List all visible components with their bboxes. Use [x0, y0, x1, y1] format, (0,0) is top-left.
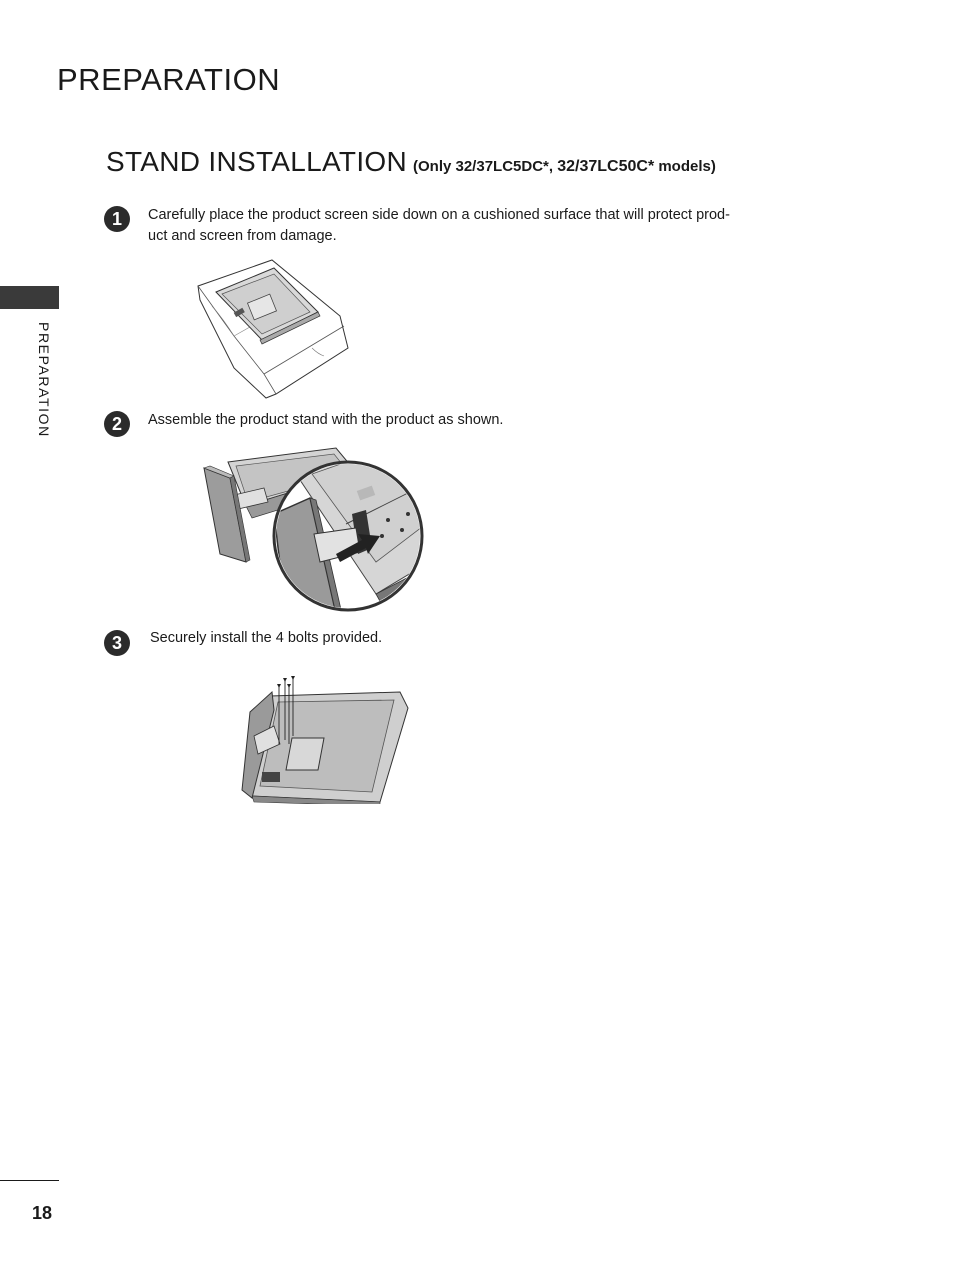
step-1-number: 1 [104, 206, 130, 232]
model-note-open: (Only 32/37LC5DC*, [413, 158, 558, 175]
step-2-illustration [186, 444, 426, 612]
page-title: PREPARATION [57, 62, 281, 97]
step-1-text-line-2: uct and screen from damage. [148, 228, 337, 244]
model-note-close: models) [654, 158, 716, 175]
step-2-text: Assemble the product stand with the product as shown. [148, 412, 504, 428]
model-note-highlight: 32/37LC50C* [557, 158, 655, 175]
step-1-illustration [194, 258, 350, 400]
step-1-text [148, 205, 788, 247]
section-heading: STAND INSTALLATION [106, 146, 407, 177]
step-3-illustration [240, 672, 412, 804]
step-3-text: Securely install the 4 bolts provided. [150, 630, 383, 646]
step-1-text-line-1: Carefully place the product screen side down on a cushioned surface that will protect prod- [148, 207, 730, 223]
side-tab-label: PREPARATION [36, 322, 52, 438]
section-title [106, 146, 716, 178]
step-2-number: 2 [104, 411, 130, 437]
footer-rule [0, 1180, 59, 1181]
page-number: 18 [32, 1203, 53, 1223]
side-tab-marker [0, 286, 59, 309]
step-3-number: 3 [104, 630, 130, 656]
model-note [413, 158, 716, 175]
